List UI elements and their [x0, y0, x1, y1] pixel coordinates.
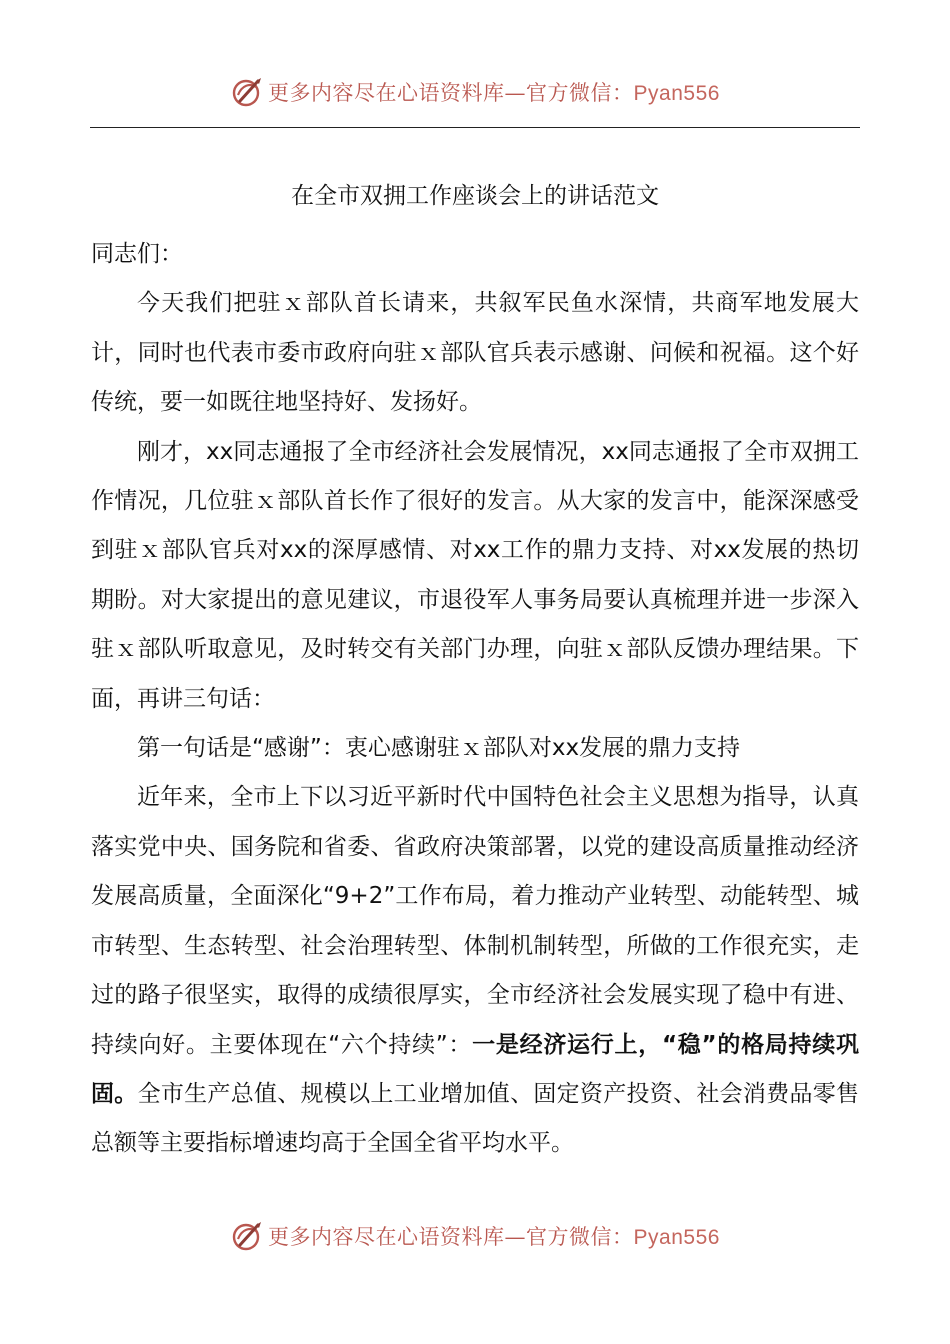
paragraph-4: [91, 773, 859, 1168]
footer-banner-text: 更多内容尽在心语资料库—官方微信：Pyan556: [268, 1225, 720, 1249]
paragraph-4-text-a: 近年来，全市上下以习近平新时代中国特色社会主义思想为指导，认真落实党中央、国务院和省委、省政府决策部署，以党的建设高质量推动经济发展高质量，全面深化“9+2”工作布局，着力推动产业转型、动能转型、城市转型、生态转型、社会治理转型、体制机制转型，所做的工作很充实，走过的路子很坚实，取得的成绩很厚实，全市经济社会发展实现了稳中有进、持续向好。主要体现在“六个持续”：: [91, 784, 859, 1058]
document-body: [91, 230, 859, 1169]
header-divider: [90, 127, 860, 128]
header-banner-text: 更多内容尽在心语资料库—官方微信：Pyan556: [268, 81, 720, 105]
paragraph-4-bold-point: 一是经济运行上，“稳”的格局持续巩固。: [91, 1031, 859, 1107]
pen-swirl-logo-icon: [230, 1219, 264, 1253]
header-banner: [0, 72, 950, 112]
document-title: 在全市双拥工作座谈会上的讲话范文: [291, 183, 659, 209]
section-heading-1: 第一句话是“感谢”：衷心感谢驻ｘ部队对xx发展的鼎力支持: [137, 735, 741, 762]
footer-banner: [0, 1216, 950, 1256]
pen-swirl-logo-icon: [230, 75, 264, 109]
paragraph-1: 今天我们把驻ｘ部队首长请来，共叙军民鱼水深情，共商军地发展大计，同时也代表市委市政府向驻ｘ部队官兵表示感谢、问候和祝福。这个好传统，要一如既往地坚持好、发扬好。: [91, 290, 859, 416]
paragraph-4-text-b: 全市生产总值、规模以上工业增加值、固定资产投资、社会消费品零售总额等主要指标增速均高于全国全省平均水平。: [91, 1080, 859, 1157]
salutation: 同志们：: [91, 241, 183, 267]
paragraph-2: 刚才，xx同志通报了全市经济社会发展情况，xx同志通报了全市双拥工作情况，几位驻ｘ部队首长作了很好的发言。从大家的发言中，能深深感受到驻ｘ部队官兵对xx的深厚感情、对xx工作的鼎力支持、对xx发展的热切期盼。对大家提出的意见建议，市退役军人事务局要认真梳理并进一步深入驻ｘ部队听取意见，及时转交有关部门办理，向驻ｘ部队反馈办理结果。下面，再讲三句话：: [91, 438, 859, 712]
header-wechat-id: Pyan556: [633, 82, 720, 105]
footer-wechat-id: Pyan556: [633, 1226, 720, 1249]
